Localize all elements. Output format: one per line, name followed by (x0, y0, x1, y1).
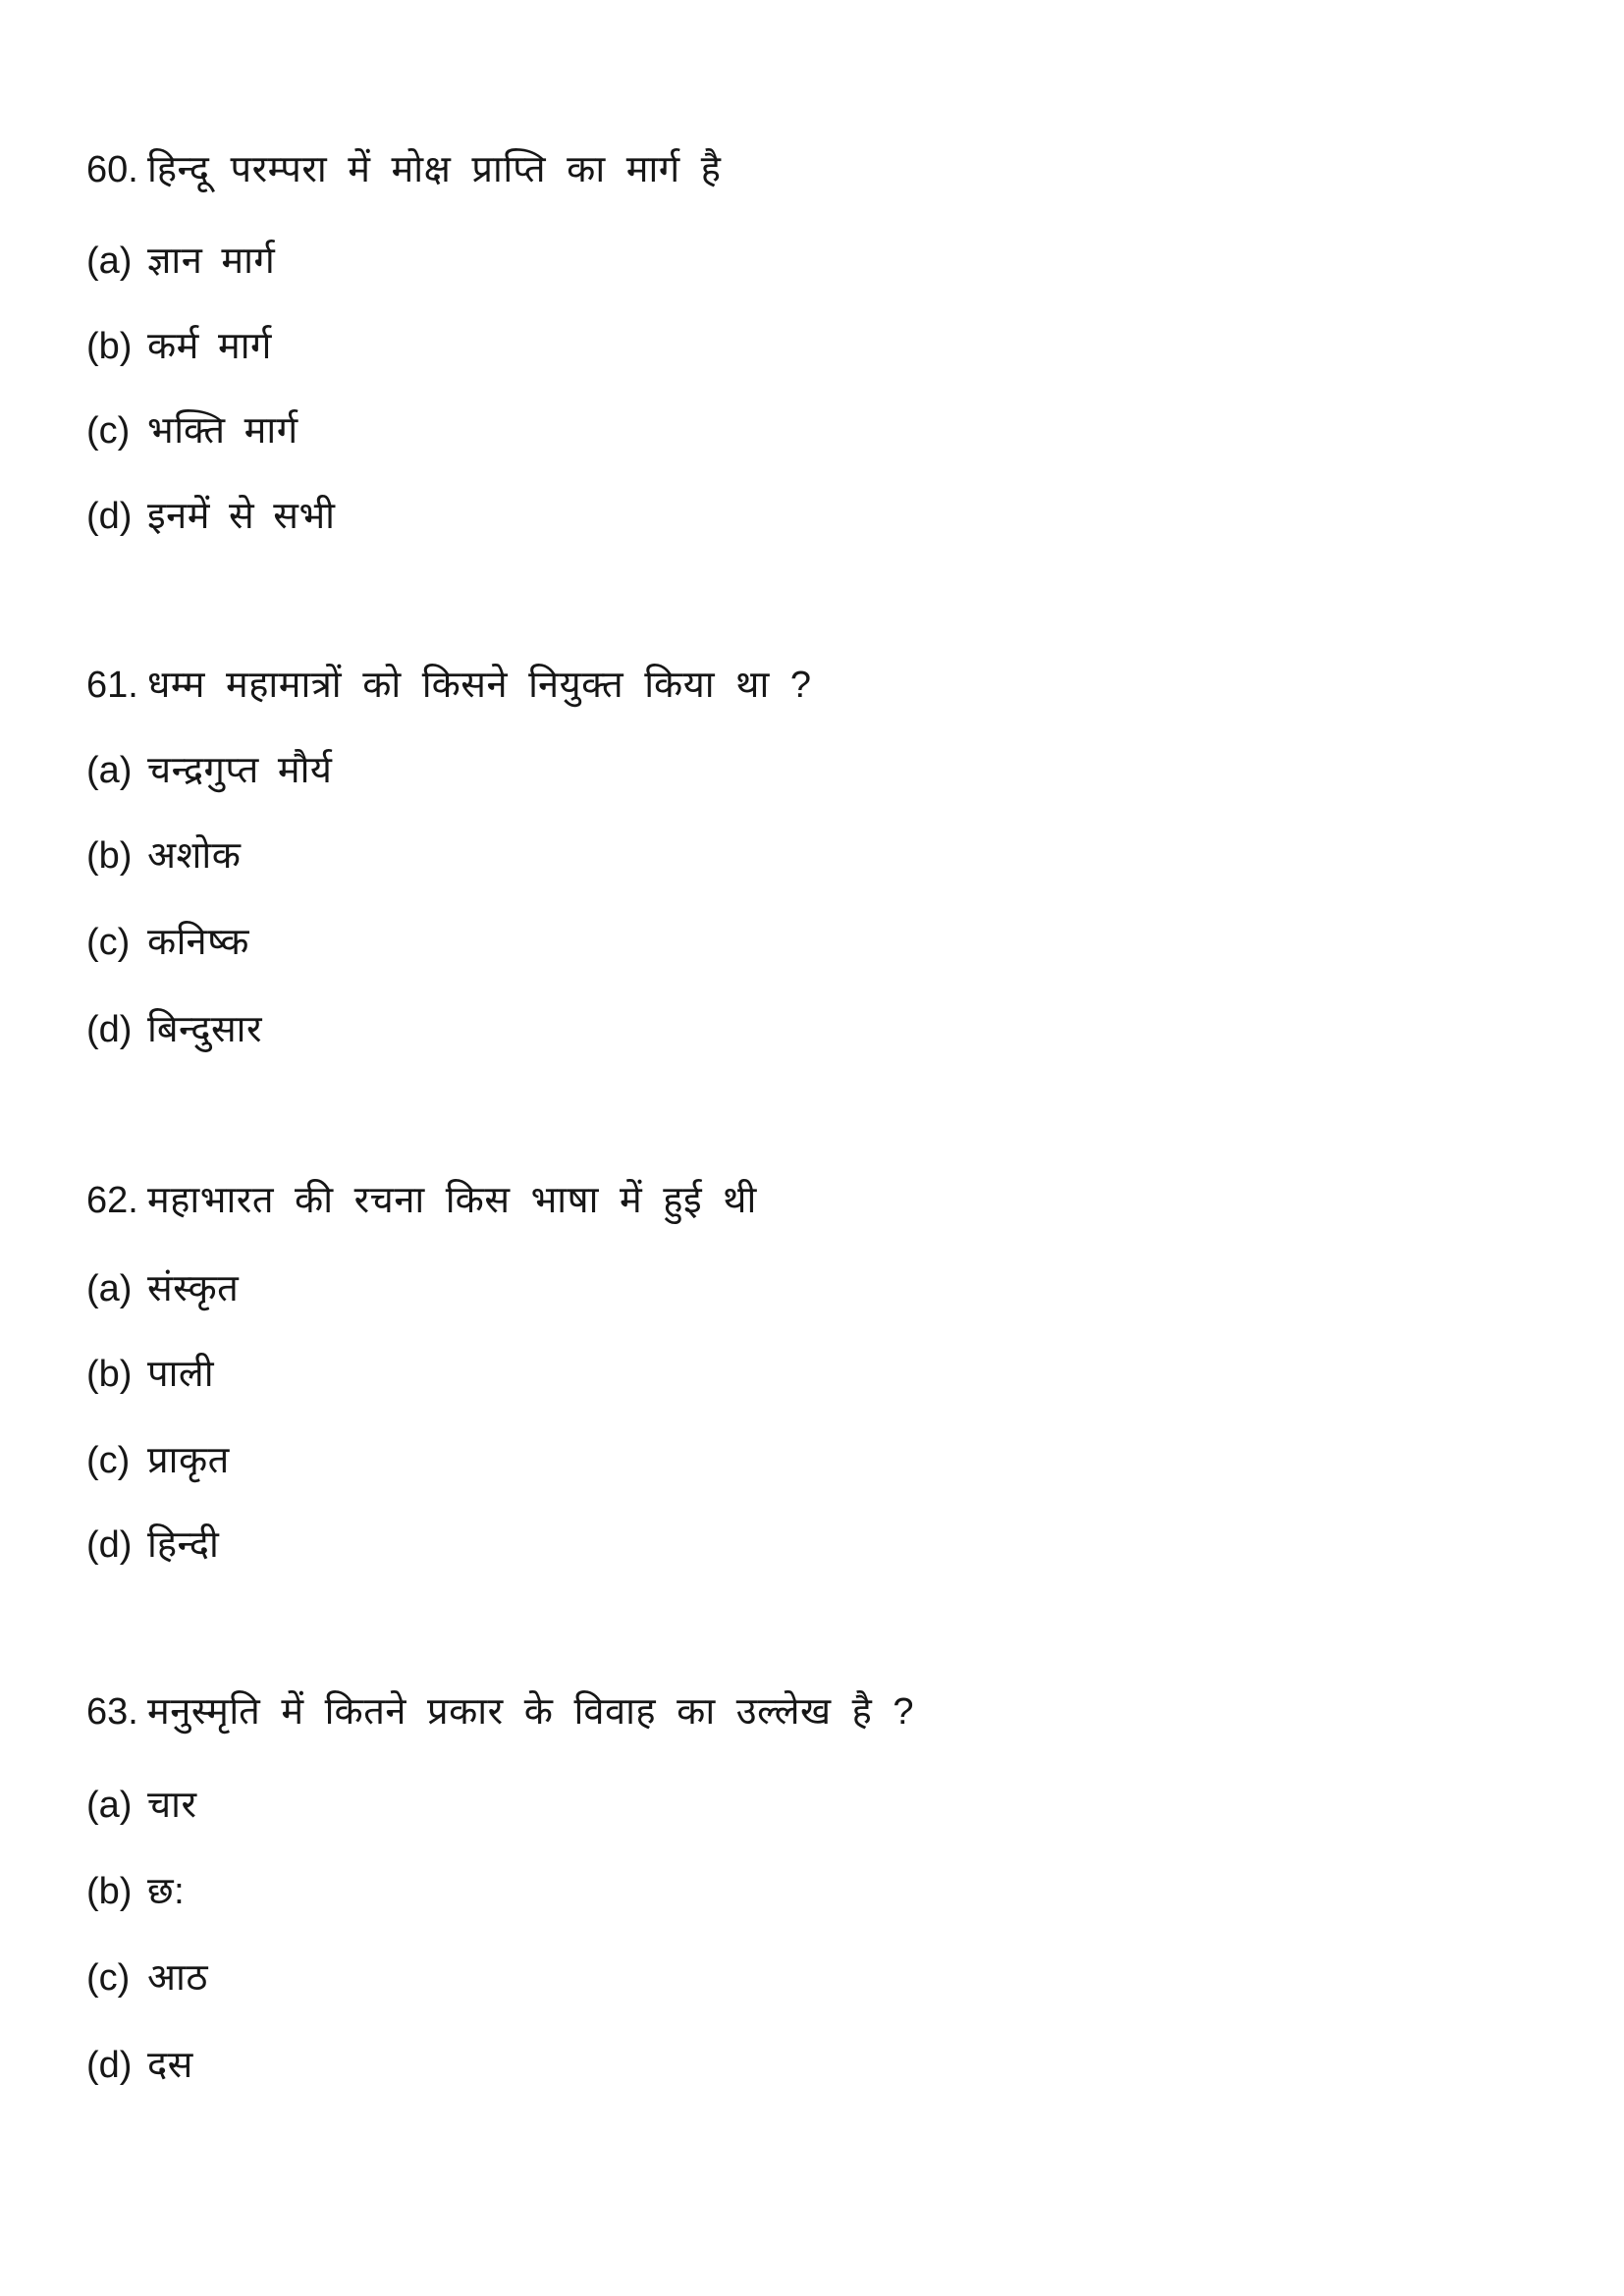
option-text: चन्द्रगुप्त मौर्य (147, 750, 333, 791)
question-63 (86, 1689, 914, 1736)
option-text: बिन्दुसार (147, 1009, 263, 1050)
option-text: कर्म मार्ग (147, 326, 272, 367)
question-63-option-c (86, 1955, 208, 2002)
option-label: (c) (86, 410, 131, 452)
option-text: संस्कृत (147, 1268, 240, 1309)
question-60-option-d (86, 494, 336, 541)
option-label: (d) (86, 1009, 133, 1050)
question-63-option-a (86, 1783, 197, 1830)
question-61-option-b (86, 833, 241, 881)
option-label: (b) (86, 1354, 133, 1395)
option-label: (b) (86, 835, 133, 877)
option-text: प्राकृत (147, 1440, 230, 1481)
question-60-number: 60. (86, 149, 138, 190)
option-label: (a) (86, 750, 133, 791)
option-label: (d) (86, 2045, 133, 2086)
question-62-option-b (86, 1352, 214, 1399)
option-text: भक्ति मार्ग (147, 410, 298, 452)
question-61-number: 61. (86, 665, 138, 706)
option-text: हिन्दी (147, 1524, 220, 1566)
question-63-text: मनुस्मृति में कितने प्रकार के विवाह का उल्लेख है ? (147, 1691, 914, 1733)
question-62-option-d (86, 1522, 219, 1570)
question-61-option-a (86, 748, 332, 795)
option-text: आठ (147, 1957, 208, 1999)
question-62-text: महाभारत की रचना किस भाषा में हुई थी (147, 1180, 757, 1221)
question-61-option-d (86, 1007, 262, 1054)
option-text: छ: (147, 1871, 186, 1912)
question-60-text: हिन्दू परम्परा में मोक्ष प्राप्ति का मार्ग है (147, 149, 722, 190)
option-text: इनमें से सभी (147, 496, 336, 537)
option-label: (c) (86, 1440, 131, 1481)
option-text: दस (147, 2045, 193, 2086)
question-60-option-b (86, 324, 272, 371)
question-63-option-b (86, 1869, 185, 1916)
question-61-text: धम्म महामात्रों को किसने नियुक्त किया था ? (147, 665, 812, 706)
option-label: (d) (86, 1524, 133, 1566)
option-text: अशोक (147, 835, 242, 877)
option-label: (a) (86, 1268, 133, 1309)
question-61-option-c (86, 920, 249, 967)
option-text: पाली (147, 1354, 215, 1395)
question-63-number: 63. (86, 1691, 138, 1733)
question-62-option-c (86, 1438, 230, 1485)
question-60-option-a (86, 239, 275, 286)
question-63-option-d (86, 2043, 193, 2090)
option-label: (b) (86, 1871, 133, 1912)
question-60 (86, 147, 721, 194)
option-label: (c) (86, 922, 131, 963)
question-61 (86, 663, 812, 710)
question-60-option-c (86, 408, 298, 455)
question-62-number: 62. (86, 1180, 138, 1221)
option-text: चार (147, 1785, 197, 1826)
question-62 (86, 1178, 757, 1225)
option-label: (b) (86, 326, 133, 367)
option-label: (a) (86, 1785, 133, 1826)
option-text: कनिष्क (147, 922, 249, 963)
option-label: (a) (86, 240, 133, 282)
question-62-option-a (86, 1266, 239, 1313)
option-label: (d) (86, 496, 133, 537)
option-label: (c) (86, 1957, 131, 1999)
option-text: ज्ञान मार्ग (147, 240, 276, 282)
